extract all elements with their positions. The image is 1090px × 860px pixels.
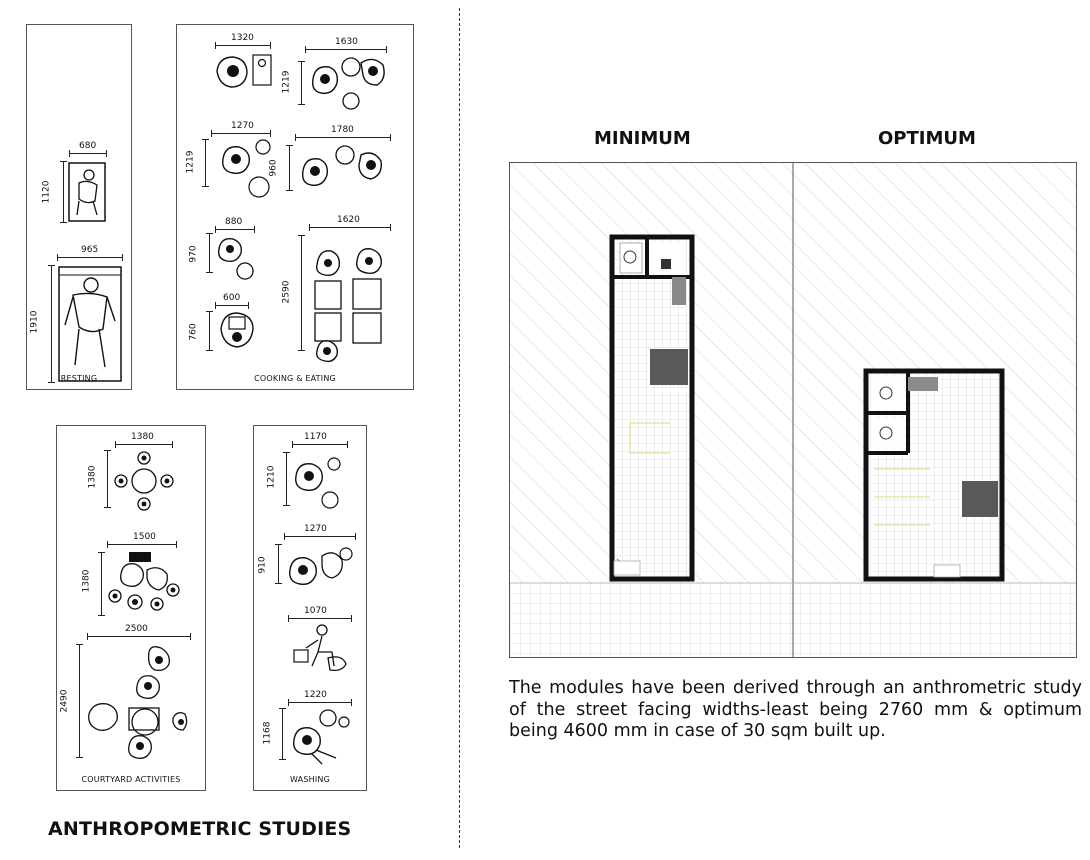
dim-line [57,257,123,258]
dim-label: 1220 [304,690,327,700]
squatting-person-icon [288,622,354,674]
courtyard-group-icon [85,646,195,764]
optimum-module [866,371,1002,579]
lying-person-icon [57,265,123,383]
dim-label: 880 [225,217,243,227]
minimum-header: MINIMUM [594,128,691,149]
panel-label: COOKING & EATING [254,374,336,383]
module-description: The modules have been derived through an anthrometric study of the street facing widths-least being 2760 mm & optimum being 4600 mm in case of 30 sqm built up. [509,678,1082,741]
dining-table-group-icon [311,239,389,365]
dim-label: 2500 [125,624,148,634]
dim-line [278,544,279,584]
washing-clothes-icon [286,544,356,592]
dim-label: 1780 [331,125,354,135]
dim-line [215,45,271,46]
dim-line [289,145,290,191]
dim-label: 1320 [231,33,254,43]
dim-line [107,544,177,545]
dining-group-icon [307,53,391,111]
dim-line [215,229,255,230]
washing-person-icon [292,452,348,512]
washing-panel [253,425,367,791]
dim-line [305,49,387,50]
dim-line [295,137,391,138]
dim-label: 1170 [304,432,327,442]
dim-label: 1500 [133,532,156,542]
dashed-divider [459,8,460,848]
grinding-person-icon [215,231,259,281]
dim-line [69,153,107,154]
seated-person-icon [215,307,261,353]
courtyard-activities-panel [56,425,206,791]
dim-line [209,311,210,351]
dim-label: 600 [223,293,241,303]
dim-line [288,618,352,619]
dim-line [107,450,108,508]
dim-label: 910 [257,556,268,574]
dim-line [211,133,271,134]
dim-line [284,536,356,537]
dim-label: 1120 [41,180,52,204]
dim-label: 1910 [29,310,40,334]
dim-line [301,61,302,105]
dim-label: 680 [79,141,97,151]
dim-label: 1219 [281,70,292,94]
section-title: ANTHROPOMETRIC STUDIES [48,818,352,840]
dim-label: 960 [268,159,279,177]
panel-label: COURTYARD ACTIVITIES [81,775,181,784]
dim-line [288,702,352,703]
dim-line [115,444,173,445]
group-activity-icon [107,550,181,618]
panel-label: WASHING [290,775,330,784]
minimum-module [612,237,692,579]
dim-label: 2490 [59,689,70,713]
dim-line [292,444,348,445]
dim-label: 1380 [131,432,154,442]
dim-label: 965 [81,245,99,255]
site-plan [509,162,1077,658]
dim-label: 1380 [87,465,98,489]
dim-label: 1630 [335,37,358,47]
dim-line [79,644,80,758]
sleeping-person-icon [67,161,107,223]
dim-line [282,708,283,760]
dim-line [286,452,287,506]
dim-line [87,636,191,637]
bathing-person-icon [288,706,356,766]
dim-label: 760 [188,323,199,341]
dim-label: 1210 [266,465,277,489]
dim-label: 1270 [304,524,327,534]
dim-label: 1620 [337,215,360,225]
dim-label: 970 [188,245,199,263]
resting-panel [26,24,132,390]
dining-pair-icon [297,141,393,195]
cooking-eating-panel [176,24,414,390]
dim-line [101,552,102,616]
dim-label: 1219 [185,150,196,174]
dim-label: 1070 [304,606,327,616]
dim-line [63,161,64,223]
site-plan-drawing [510,163,1076,657]
dim-line [51,265,52,383]
dim-line [209,233,210,273]
dim-label: 2590 [281,280,292,304]
cooking-person-icon [213,51,277,95]
group-circle-icon [113,450,175,512]
dim-label: 1270 [231,121,254,131]
dim-line [309,227,391,228]
dim-label: 1380 [81,569,92,593]
panel-label: RESTING [60,374,98,383]
dim-label: 1168 [262,721,273,745]
dim-line [215,305,249,306]
optimum-header: OPTIMUM [878,128,976,149]
dim-line [301,235,302,351]
dim-line [205,139,206,187]
